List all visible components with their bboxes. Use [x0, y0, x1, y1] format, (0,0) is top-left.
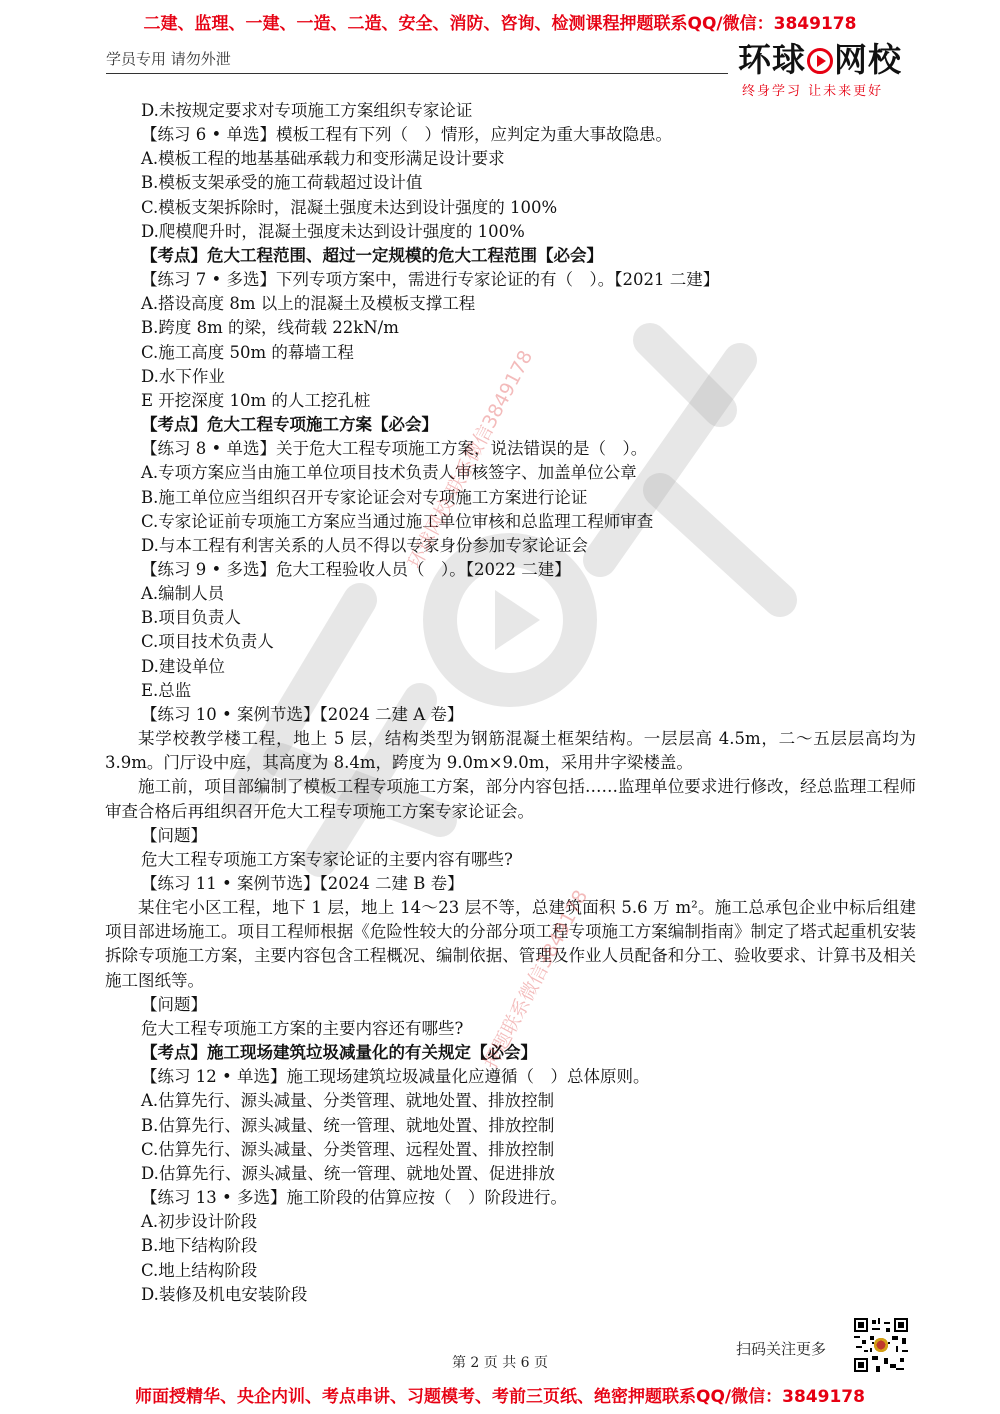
- text-line: A.估算先行、源头减量、分类管理、就地处置、排放控制: [141, 1091, 555, 1111]
- confidential-note: 学员专用 请勿外泄: [106, 50, 231, 68]
- text-line: B.项目负责人: [141, 608, 241, 628]
- logo-name-part2: 网校: [834, 40, 902, 79]
- text-lines: [105, 99, 916, 1307]
- brand-logo: [738, 40, 918, 100]
- text-line: E.总监: [141, 680, 192, 700]
- text-line: 【问题】: [141, 825, 207, 845]
- promo-banner-bottom: 师面授精华、央企内训、考点串讲、习题模考、考前三页纸、绝密押题联系QQ/微信：3849178: [135, 1387, 865, 1407]
- play-icon: [807, 48, 833, 74]
- text-line: C.施工高度 50m 的幕墙工程: [141, 342, 354, 362]
- text-line: D.未按规定要求对专项施工方案组织专家论证: [141, 101, 473, 120]
- text-line: C.项目技术负责人: [141, 632, 274, 652]
- logo-slogan: 终身学习 让未来更好: [742, 84, 884, 99]
- qr-caption: 扫码关注更多: [736, 1340, 827, 1358]
- logo-name-part1: 环球: [738, 40, 806, 79]
- text-line: D.爬模爬升时，混凝土强度未达到设计强度的 100%: [141, 221, 525, 241]
- text-line: A.初步设计阶段: [141, 1212, 258, 1232]
- text-line: 【练习 7 • 多选】下列专项方案中，需进行专家论证的有（ ）。【2021 二建】: [141, 270, 720, 290]
- text-line: 【练习 11 • 案例节选】【2024 二建 B 卷】: [141, 874, 464, 893]
- body-paragraph: 施工前，项目部编制了模板工程专项施工方案，部分内容包括……监理单位要求进行修改，经总监理工程师审查合格后再组织召开危大工程专项施工方案专家论证会。: [105, 777, 916, 821]
- text-line: B.模板支架承受的施工荷载超过设计值: [141, 173, 423, 193]
- text-line: 【练习 8 • 单选】关于危大工程专项施工方案，说法错误的是（ ）。: [141, 439, 648, 459]
- text-line: A.专项方案应当由施工单位项目技术负责人审核签字、加盖单位公章: [141, 463, 637, 483]
- text-line: 危大工程专项施工方案专家论证的主要内容有哪些?: [141, 849, 513, 869]
- text-line: C.估算先行、源头减量、分类管理、远程处置、排放控制: [141, 1139, 555, 1159]
- text-line: B.施工单位应当组织召开专家论证会对专项施工方案进行论证: [141, 487, 588, 507]
- header-divider: [106, 73, 728, 74]
- text-line: E 开挖深度 10m 的人工挖孔桩: [141, 390, 371, 410]
- text-line: 危大工程专项施工方案的主要内容还有哪些?: [141, 1018, 464, 1038]
- section-heading: 【考点】施工现场建筑垃圾减量化的有关规定【必会】: [141, 1043, 537, 1063]
- text-line: B.估算先行、源头减量、统一管理、就地处置、排放控制: [141, 1115, 555, 1135]
- body-paragraph: 某学校教学楼工程，地上 5 层，结构类型为钢筋混凝土框架结构。一层层高 4.5m，二～五层层高均为 3.9m。门厅设中庭，其高度为 8.4m，跨度为 9.0m×9.0m，采用井字梁楼盖。: [105, 729, 916, 773]
- text-line: 【练习 10 • 案例节选】【2024 二建 A 卷】: [141, 704, 464, 724]
- section-heading: 【考点】危大工程范围、超过一定规模的危大工程范围【必会】: [141, 245, 603, 265]
- text-line: 【问题】: [141, 994, 207, 1014]
- text-line: 【练习 6 • 单选】模板工程有下列（ ）情形，应判定为重大事故隐患。: [141, 125, 672, 145]
- text-line: C.地上结构阶段: [141, 1260, 258, 1280]
- text-line: C.模板支架拆除时，混凝土强度未达到设计强度的 100%: [141, 197, 558, 217]
- text-line: A.模板工程的地基基础承载力和变形满足设计要求: [141, 149, 505, 169]
- text-line: D.建设单位: [141, 656, 225, 676]
- text-line: A.编制人员: [141, 584, 225, 604]
- text-line: D.水下作业: [141, 366, 225, 386]
- section-heading: 【考点】危大工程专项施工方案【必会】: [141, 415, 438, 435]
- page-number: 第 2 页 共 6 页: [451, 1355, 549, 1371]
- text-line: A.搭设高度 8m 以上的混凝土及模板支撑工程: [141, 294, 476, 314]
- watermark-text: 环球网校-联系微信3849178: [403, 346, 538, 573]
- watermark-text: 押题联系微信3849178: [479, 886, 593, 1073]
- body-paragraph: 某住宅小区工程，地下 1 层，地上 14～23 层不等，总建筑面积 5.6 万 m²。施工总承包企业中标后组建项目部进场施工。项目工程师根据《危险性较大的分部分项工程专项施工方案编制指南》制定了塔式起重机安装拆除专项施工方案，主要内容包含工程概况、编制依据、管理及作业人员配备和分工、验收要求、计算书及相关施工图纸等。: [105, 898, 916, 990]
- text-line: 【练习 12 • 单选】施工现场建筑垃圾减量化应遵循（ ）总体原则。: [141, 1067, 650, 1087]
- text-line: D.与本工程有利害关系的人员不得以专家身份参加专家论证会: [141, 535, 588, 555]
- logo-wordmark: [738, 40, 918, 80]
- text-line: D.装修及机电安装阶段: [141, 1284, 308, 1304]
- text-line: D.估算先行、源头减量、统一管理、就地处置、促进排放: [141, 1163, 555, 1183]
- text-line: C.专家论证前专项施工方案应当通过施工单位审核和总监理工程师审查: [141, 511, 654, 531]
- document-body: [105, 99, 916, 1307]
- text-line: 【练习 9 • 多选】危大工程验收人员（ ）。【2022 二建】: [141, 559, 571, 579]
- text-line: B.地下结构阶段: [141, 1236, 258, 1256]
- text-line: B.跨度 8m 的梁，线荷载 22kN/m: [141, 318, 399, 338]
- promo-banner-top: 二建、监理、一建、一造、二造、安全、消防、咨询、检测课程押题联系QQ/微信：3849178: [143, 14, 857, 34]
- text-line: 【练习 13 • 多选】施工阶段的估算应按（ ）阶段进行。: [141, 1188, 567, 1208]
